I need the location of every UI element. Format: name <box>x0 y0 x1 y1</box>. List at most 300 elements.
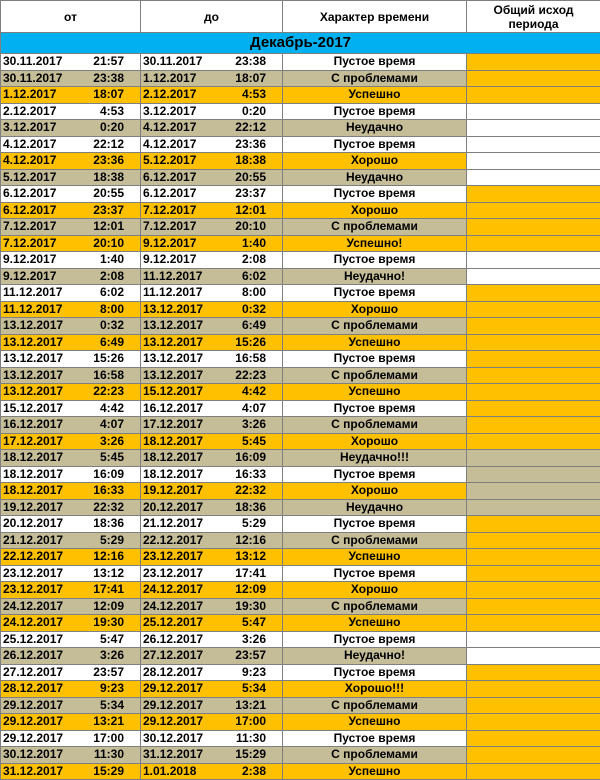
character-cell: С проблемами <box>283 219 467 236</box>
from-date: 17.12.2017 <box>3 434 63 449</box>
from-date: 11.12.2017 <box>3 302 62 317</box>
outcome-cell <box>467 169 600 186</box>
from-date: 16.12.2017 <box>3 417 63 432</box>
character-cell: Пустое время <box>283 466 467 483</box>
to-time: 17:41 <box>235 566 280 581</box>
from-cell <box>1 235 141 252</box>
to-date: 28.12.2017 <box>143 665 203 680</box>
from-cell <box>1 417 141 434</box>
from-cell <box>1 367 141 384</box>
character-cell: Пустое время <box>283 631 467 648</box>
to-date: 26.12.2017 <box>143 632 203 647</box>
table-row <box>1 351 600 368</box>
from-time: 20:10 <box>93 236 138 251</box>
from-date: 21.12.2017 <box>3 533 63 548</box>
character-cell: Пустое время <box>283 103 467 120</box>
from-date: 22.12.2017 <box>3 549 63 564</box>
outcome-cell <box>467 763 600 780</box>
month-row <box>1 33 600 54</box>
header-character: Характер времени <box>283 1 467 33</box>
from-date: 4.12.2017 <box>3 153 56 168</box>
to-date: 13.12.2017 <box>143 351 203 366</box>
outcome-cell <box>467 318 600 335</box>
outcome-cell <box>467 648 600 665</box>
table-row <box>1 301 600 318</box>
from-time: 16:09 <box>93 467 138 482</box>
to-time: 18:07 <box>235 71 280 86</box>
outcome-cell <box>467 120 600 137</box>
from-cell <box>1 285 141 302</box>
character-cell: Хорошо!!! <box>283 681 467 698</box>
table-row <box>1 598 600 615</box>
from-cell <box>1 351 141 368</box>
from-cell <box>1 153 141 170</box>
to-time: 23:57 <box>235 648 280 663</box>
to-time: 0:32 <box>242 302 280 317</box>
outcome-cell <box>467 103 600 120</box>
to-cell <box>141 301 283 318</box>
table-row <box>1 120 600 137</box>
month-title: Декабрь-2017 <box>1 33 600 54</box>
to-cell <box>141 648 283 665</box>
from-date: 15.12.2017 <box>3 401 63 416</box>
to-time: 22:32 <box>235 483 280 498</box>
table-row <box>1 169 600 186</box>
character-cell: Неудачно! <box>283 268 467 285</box>
outcome-cell <box>467 70 600 87</box>
to-cell <box>141 334 283 351</box>
to-cell <box>141 219 283 236</box>
from-time: 5:45 <box>100 450 138 465</box>
character-cell: Неудачно <box>283 120 467 137</box>
character-cell: Успешно <box>283 87 467 104</box>
to-cell <box>141 120 283 137</box>
from-cell <box>1 714 141 731</box>
from-cell <box>1 252 141 269</box>
from-date: 7.12.2017 <box>3 236 56 251</box>
to-time: 3:26 <box>242 632 280 647</box>
to-cell <box>141 565 283 582</box>
from-time: 5:29 <box>100 533 138 548</box>
from-cell <box>1 532 141 549</box>
to-date: 21.12.2017 <box>143 516 203 531</box>
from-time: 11:30 <box>94 747 138 762</box>
to-time: 23:37 <box>235 186 280 201</box>
character-cell: Неудачно! <box>283 648 467 665</box>
character-cell: Хорошо <box>283 483 467 500</box>
character-cell: Хорошо <box>283 153 467 170</box>
character-cell: Пустое время <box>283 136 467 153</box>
from-date: 13.12.2017 <box>3 384 63 399</box>
table-row <box>1 334 600 351</box>
from-cell <box>1 697 141 714</box>
table-row <box>1 235 600 252</box>
outcome-cell <box>467 202 600 219</box>
outcome-cell <box>467 433 600 450</box>
from-time: 18:07 <box>93 87 138 102</box>
from-cell <box>1 318 141 335</box>
from-cell <box>1 648 141 665</box>
character-cell: Пустое время <box>283 516 467 533</box>
outcome-cell <box>467 565 600 582</box>
to-date: 13.12.2017 <box>143 318 203 333</box>
from-time: 23:57 <box>93 665 138 680</box>
to-time: 20:10 <box>235 219 280 234</box>
to-date: 13.12.2017 <box>143 302 203 317</box>
table-row <box>1 747 600 764</box>
to-cell <box>141 730 283 747</box>
from-time: 5:34 <box>100 698 138 713</box>
from-time: 4:42 <box>100 401 138 416</box>
character-cell: Успешно <box>283 549 467 566</box>
character-cell: Пустое время <box>283 351 467 368</box>
from-cell <box>1 87 141 104</box>
table-row <box>1 186 600 203</box>
outcome-cell <box>467 54 600 71</box>
table-row <box>1 631 600 648</box>
outcome-cell <box>467 582 600 599</box>
outcome-cell <box>467 664 600 681</box>
from-time: 3:26 <box>100 434 138 449</box>
to-date: 7.12.2017 <box>143 219 196 234</box>
to-date: 29.12.2017 <box>143 698 203 713</box>
outcome-cell <box>467 549 600 566</box>
to-date: 18.12.2017 <box>143 467 203 482</box>
from-time: 18:36 <box>93 516 138 531</box>
character-cell: С проблемами <box>283 747 467 764</box>
from-cell <box>1 268 141 285</box>
from-date: 18.12.2017 <box>3 483 63 498</box>
table-row <box>1 87 600 104</box>
from-date: 13.12.2017 <box>3 368 63 383</box>
character-cell: С проблемами <box>283 532 467 549</box>
to-date: 6.12.2017 <box>143 186 196 201</box>
table-row <box>1 433 600 450</box>
to-date: 1.01.2018 <box>143 764 196 779</box>
outcome-cell <box>467 747 600 764</box>
to-time: 16:58 <box>235 351 280 366</box>
from-date: 23.12.2017 <box>3 582 63 597</box>
to-date: 7.12.2017 <box>143 203 196 218</box>
to-time: 12:01 <box>235 203 280 218</box>
to-time: 5:29 <box>242 516 280 531</box>
to-cell <box>141 631 283 648</box>
to-cell <box>141 582 283 599</box>
character-cell: Успешно! <box>283 235 467 252</box>
to-time: 15:26 <box>235 335 280 350</box>
to-cell <box>141 532 283 549</box>
to-cell <box>141 103 283 120</box>
to-time: 17:00 <box>235 714 280 729</box>
to-cell <box>141 417 283 434</box>
from-cell <box>1 516 141 533</box>
to-cell <box>141 466 283 483</box>
to-time: 6:02 <box>242 269 280 284</box>
from-time: 4:53 <box>100 104 138 119</box>
from-date: 30.12.2017 <box>3 747 63 762</box>
to-time: 1:40 <box>242 236 280 251</box>
outcome-cell <box>467 87 600 104</box>
to-cell <box>141 615 283 632</box>
from-time: 15:29 <box>93 764 138 779</box>
to-date: 9.12.2017 <box>143 236 196 251</box>
outcome-cell <box>467 334 600 351</box>
character-cell: Неудачно!!! <box>283 450 467 467</box>
to-cell <box>141 169 283 186</box>
from-cell <box>1 136 141 153</box>
character-cell: С проблемами <box>283 367 467 384</box>
from-date: 20.12.2017 <box>3 516 63 531</box>
from-cell <box>1 631 141 648</box>
from-time: 19:30 <box>93 615 138 630</box>
table-row <box>1 384 600 401</box>
to-time: 11:30 <box>236 731 280 746</box>
to-time: 16:09 <box>235 450 280 465</box>
to-date: 30.11.2017 <box>143 54 202 69</box>
from-date: 29.12.2017 <box>3 731 63 746</box>
from-time: 8:00 <box>100 302 138 317</box>
from-time: 17:00 <box>93 731 138 746</box>
to-time: 8:00 <box>242 285 280 300</box>
from-cell <box>1 483 141 500</box>
from-date: 25.12.2017 <box>3 632 63 647</box>
from-date: 29.12.2017 <box>3 698 63 713</box>
from-time: 13:12 <box>93 566 138 581</box>
to-time: 18:36 <box>235 500 280 515</box>
character-cell: Пустое время <box>283 730 467 747</box>
table-row <box>1 714 600 731</box>
from-time: 23:36 <box>93 153 138 168</box>
to-date: 24.12.2017 <box>143 582 203 597</box>
from-date: 9.12.2017 <box>3 252 56 267</box>
outcome-cell <box>467 252 600 269</box>
outcome-cell <box>467 417 600 434</box>
table-row <box>1 252 600 269</box>
to-cell <box>141 499 283 516</box>
character-cell: Пустое время <box>283 664 467 681</box>
from-date: 19.12.2017 <box>3 500 63 515</box>
outcome-cell <box>467 598 600 615</box>
from-cell <box>1 54 141 71</box>
to-cell <box>141 285 283 302</box>
table-row <box>1 400 600 417</box>
table-row <box>1 70 600 87</box>
from-cell <box>1 169 141 186</box>
outcome-cell <box>467 450 600 467</box>
from-cell <box>1 747 141 764</box>
to-cell <box>141 516 283 533</box>
header-outcome: Общий исход периода <box>467 1 600 33</box>
to-date: 3.12.2017 <box>143 104 196 119</box>
from-time: 17:41 <box>93 582 138 597</box>
table-row <box>1 664 600 681</box>
outcome-cell <box>467 681 600 698</box>
from-time: 2:08 <box>100 269 138 284</box>
from-cell <box>1 120 141 137</box>
from-time: 23:37 <box>93 203 138 218</box>
from-date: 6.12.2017 <box>3 186 56 201</box>
character-cell: Неудачно <box>283 169 467 186</box>
outcome-cell <box>467 516 600 533</box>
from-cell <box>1 466 141 483</box>
table-row <box>1 54 600 71</box>
to-date: 5.12.2017 <box>143 153 196 168</box>
table-row <box>1 202 600 219</box>
from-cell <box>1 301 141 318</box>
from-date: 6.12.2017 <box>3 203 56 218</box>
table-row <box>1 549 600 566</box>
to-date: 18.12.2017 <box>143 434 203 449</box>
to-cell <box>141 351 283 368</box>
character-cell: Пустое время <box>283 252 467 269</box>
from-date: 4.12.2017 <box>3 137 56 152</box>
from-date: 30.11.2017 <box>3 71 62 86</box>
to-date: 19.12.2017 <box>143 483 203 498</box>
from-date: 30.11.2017 <box>3 54 62 69</box>
to-cell <box>141 235 283 252</box>
to-cell <box>141 252 283 269</box>
to-date: 18.12.2017 <box>143 450 203 465</box>
character-cell: С проблемами <box>283 318 467 335</box>
from-time: 23:38 <box>93 71 138 86</box>
from-date: 2.12.2017 <box>3 104 56 119</box>
from-date: 13.12.2017 <box>3 335 63 350</box>
from-cell <box>1 103 141 120</box>
from-cell <box>1 664 141 681</box>
to-cell <box>141 433 283 450</box>
from-date: 24.12.2017 <box>3 615 63 630</box>
character-cell: Успешно <box>283 334 467 351</box>
character-cell: Хорошо <box>283 301 467 318</box>
table-row <box>1 697 600 714</box>
to-date: 31.12.2017 <box>143 747 203 762</box>
from-cell <box>1 730 141 747</box>
from-time: 12:09 <box>93 599 138 614</box>
from-date: 5.12.2017 <box>3 170 56 185</box>
from-cell <box>1 450 141 467</box>
from-date: 11.12.2017 <box>3 285 62 300</box>
to-time: 23:38 <box>235 54 280 69</box>
outcome-cell <box>467 136 600 153</box>
table-row <box>1 516 600 533</box>
table-row <box>1 483 600 500</box>
to-date: 9.12.2017 <box>143 252 196 267</box>
from-time: 21:57 <box>93 54 138 69</box>
to-date: 22.12.2017 <box>143 533 203 548</box>
header-to: до <box>141 1 283 33</box>
character-cell: Успешно <box>283 384 467 401</box>
table-row <box>1 565 600 582</box>
to-time: 5:47 <box>242 615 280 630</box>
from-cell <box>1 582 141 599</box>
from-cell <box>1 499 141 516</box>
from-date: 31.12.2017 <box>3 764 63 779</box>
table-row <box>1 532 600 549</box>
outcome-cell <box>467 285 600 302</box>
from-time: 3:26 <box>100 648 138 663</box>
to-time: 4:42 <box>242 384 280 399</box>
character-cell: Хорошо <box>283 433 467 450</box>
from-cell <box>1 565 141 582</box>
from-cell <box>1 549 141 566</box>
table-row <box>1 730 600 747</box>
outcome-cell <box>467 730 600 747</box>
from-cell <box>1 186 141 203</box>
outcome-cell <box>467 466 600 483</box>
from-date: 7.12.2017 <box>3 219 56 234</box>
to-date: 11.12.2017 <box>143 269 202 284</box>
from-time: 15:26 <box>93 351 138 366</box>
from-date: 1.12.2017 <box>3 87 56 102</box>
from-cell <box>1 598 141 615</box>
outcome-cell <box>467 400 600 417</box>
from-cell <box>1 219 141 236</box>
table-row <box>1 582 600 599</box>
from-cell <box>1 615 141 632</box>
character-cell: Хорошо <box>283 202 467 219</box>
to-time: 12:09 <box>235 582 280 597</box>
from-cell <box>1 334 141 351</box>
table-row <box>1 136 600 153</box>
from-cell <box>1 70 141 87</box>
to-date: 4.12.2017 <box>143 137 196 152</box>
to-date: 25.12.2017 <box>143 615 203 630</box>
from-date: 9.12.2017 <box>3 269 56 284</box>
from-time: 9:23 <box>100 681 138 696</box>
outcome-cell <box>467 483 600 500</box>
to-cell <box>141 664 283 681</box>
to-cell <box>141 549 283 566</box>
from-date: 23.12.2017 <box>3 566 63 581</box>
to-date: 11.12.2017 <box>143 285 202 300</box>
to-cell <box>141 268 283 285</box>
to-time: 9:23 <box>242 665 280 680</box>
table-row <box>1 318 600 335</box>
table-row <box>1 499 600 516</box>
to-cell <box>141 714 283 731</box>
to-date: 13.12.2017 <box>143 368 203 383</box>
outcome-cell <box>467 186 600 203</box>
outcome-cell <box>467 219 600 236</box>
header-row <box>1 1 600 33</box>
outcome-cell <box>467 301 600 318</box>
from-date: 18.12.2017 <box>3 450 63 465</box>
to-date: 23.12.2017 <box>143 549 203 564</box>
to-date: 1.12.2017 <box>143 71 196 86</box>
character-cell: Пустое время <box>283 186 467 203</box>
character-cell: Пустое время <box>283 565 467 582</box>
from-time: 22:32 <box>93 500 138 515</box>
to-cell <box>141 70 283 87</box>
outcome-cell <box>467 499 600 516</box>
table-row <box>1 219 600 236</box>
to-time: 19:30 <box>235 599 280 614</box>
from-time: 16:58 <box>93 368 138 383</box>
to-date: 4.12.2017 <box>143 120 196 135</box>
table-row <box>1 367 600 384</box>
to-date: 29.12.2017 <box>143 681 203 696</box>
outcome-cell <box>467 268 600 285</box>
header-from: от <box>1 1 141 33</box>
to-cell <box>141 318 283 335</box>
from-time: 6:02 <box>100 285 138 300</box>
to-date: 13.12.2017 <box>143 335 203 350</box>
character-cell: Успешно <box>283 714 467 731</box>
from-time: 20:55 <box>93 186 138 201</box>
to-time: 13:21 <box>235 698 280 713</box>
from-time: 4:07 <box>100 417 138 432</box>
to-cell <box>141 483 283 500</box>
